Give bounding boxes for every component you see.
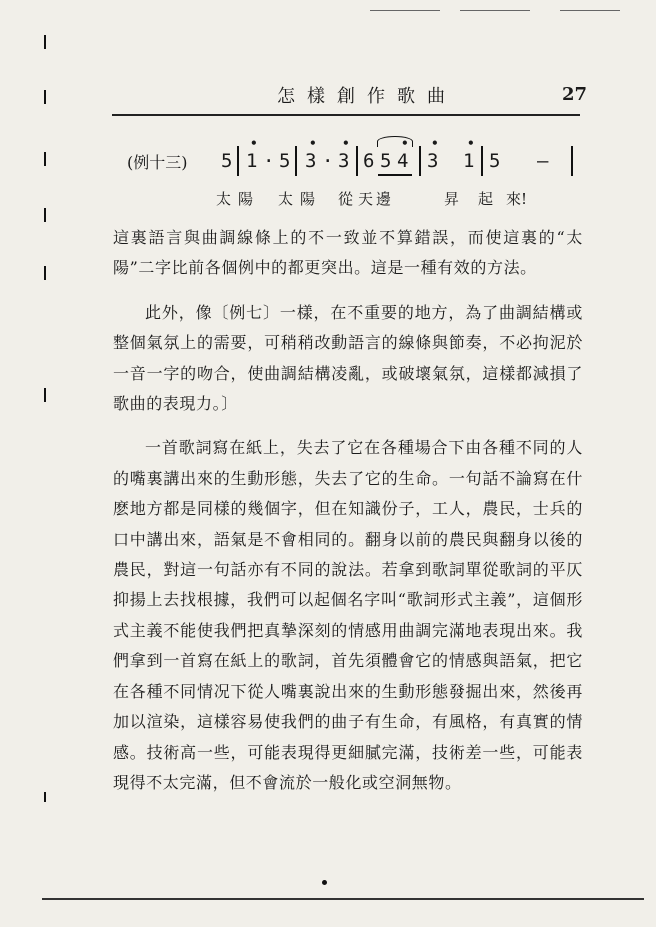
lyric-syllable: 從 [338, 190, 354, 208]
lyric-syllable: 邊 [376, 190, 392, 208]
notation-note: · [322, 150, 334, 172]
octave-dot: • [467, 136, 475, 150]
notation-note: — [537, 150, 549, 172]
body-text [113, 223, 583, 798]
top-rule [560, 10, 620, 11]
barline [419, 146, 421, 176]
notation-note: 4 [397, 150, 409, 172]
barline [356, 146, 358, 176]
lyric-syllable: 陽 [300, 190, 316, 208]
lyric-syllable: 來! [506, 190, 528, 208]
music-notation [127, 136, 587, 182]
example-label: (例十三) [127, 153, 188, 172]
octave-dot: • [309, 136, 317, 150]
ink-dot [322, 880, 327, 885]
notation-note: 3 [305, 150, 317, 172]
paragraph: 一首歌詞寫在紙上，失去了它在各種場合下由各種不同的人的嘴裏講出來的生動形態，失去了它的生命。一句話不論寫在什麽地方都是同樣的幾個字，但在知識份子，工人，農民，士兵的口中講出來，語氣是不會相同的。翻身以前的農民與翻身以後的農民，對這一句話亦有不同的說法。若拿到歌詞單從歌詞的平仄抑揚上去找根據，我們可以起個名字叫“歌詞形式主義”，這個形式主義不能使我們把真摯深刻的情感用曲調完滿地表現出來。我們拿到一首寫在紙上的歌詞，首先須體會它的情感與語氣，把它在各種不同情况下從人嘴裏說出來的生動形態發掘出來，然後再加以渲染，這樣容易使我們的曲子有生命，有風格，有真實的情感。技術高一些，可能表現得更細膩完滿，技術差一些，可能表現得不太完滿，但不會流於一般化或空洞無物。 [113, 438, 583, 792]
octave-dot: • [431, 136, 439, 150]
lyrics-line [216, 188, 556, 210]
lyric-syllable: 太 [278, 190, 294, 208]
notation-note: 5 [279, 150, 291, 172]
notation-note: 6 [363, 150, 375, 172]
top-rule [370, 10, 440, 11]
page-number: 27 [562, 84, 588, 105]
barline [571, 146, 573, 176]
octave-dot: • [401, 136, 409, 150]
paragraph: 這裏語言與曲調線條上的不一致並不算錯誤，而使這裏的“太陽”二字比前各個例中的都更突出。這是一種有效的方法。 [113, 228, 583, 278]
footer-rule [42, 898, 644, 900]
notation-note: · [263, 150, 275, 172]
barline [295, 146, 297, 176]
binding-mark [44, 152, 46, 166]
notation-note: 5 [221, 150, 233, 172]
header-rule [112, 114, 580, 116]
notation-note: 5 [380, 150, 392, 172]
octave-dot: • [342, 136, 350, 150]
top-rule [460, 10, 530, 11]
notation-note: 3 [338, 150, 350, 172]
binding-mark [44, 388, 46, 402]
barline [481, 146, 483, 176]
beam-underline [378, 174, 412, 176]
binding-mark [44, 90, 46, 104]
lyric-syllable: 起 [478, 190, 494, 208]
paragraph: 此外，像〔例七〕一樣，在不重要的地方，為了曲調結構或整個氣氛上的需要，可稍稍改動語言的線條與節奏，不必拘泥於一音一字的吻合，使曲調結構凌亂，或破壞氣氛，這樣都減損了歌曲的表現力。〕 [113, 302, 583, 414]
notation-note: 5 [489, 150, 501, 172]
lyric-syllable: 天 [358, 190, 374, 208]
binding-mark [44, 266, 46, 280]
lyric-syllable: 陽 [238, 190, 254, 208]
lyric-syllable: 昇 [444, 190, 460, 208]
notation-note: 1 [246, 150, 258, 172]
notation-note: 3 [427, 150, 439, 172]
barline [237, 146, 239, 176]
binding-mark [44, 792, 46, 802]
running-head-title: 怎樣創作歌曲 [277, 86, 457, 107]
binding-mark [44, 208, 46, 222]
notation-note: 1 [463, 150, 475, 172]
lyric-syllable: 太 [216, 190, 232, 208]
binding-mark [44, 35, 46, 49]
octave-dot: • [250, 136, 258, 150]
